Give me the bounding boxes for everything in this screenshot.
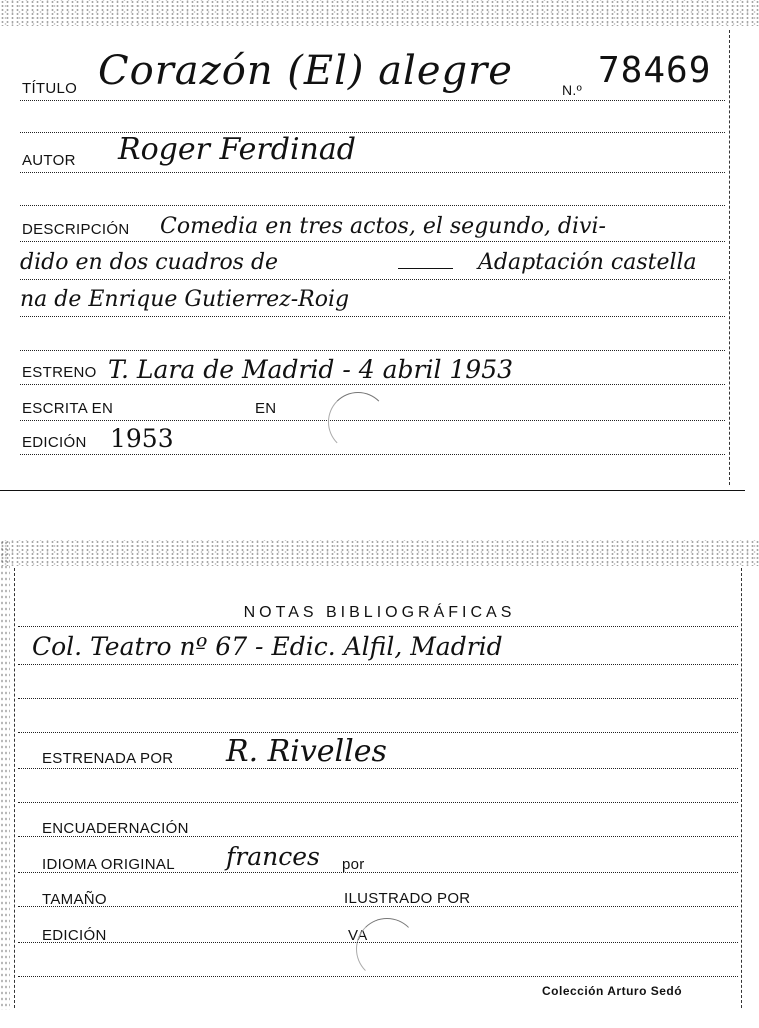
scan-noise-top xyxy=(0,0,759,26)
card-bottom-edge xyxy=(0,490,745,491)
notes-header: NOTAS BIBLIOGRÁFICAS xyxy=(243,604,516,621)
notes-value: Col. Teatro nº 67 - Edic. Alfil, Madrid xyxy=(32,632,503,661)
card-right-edge xyxy=(729,30,730,485)
edition-value: 1953 xyxy=(110,424,174,453)
premiere-value: T. Lara de Madrid - 4 abril 1953 xyxy=(108,355,514,384)
hole-punch-mark xyxy=(328,392,388,452)
description-line-3: na de Enrique Gutierrez-Roig xyxy=(20,287,350,312)
premiere-label: ESTRENO xyxy=(22,364,97,381)
premiered-by-label: ESTRENADA POR xyxy=(42,750,174,767)
illustrated-by-label: ILUSTRADO POR xyxy=(344,890,471,907)
number-label: N.º xyxy=(562,82,583,98)
catalog-card-back xyxy=(0,540,759,1010)
edition-label: EDICIÓN xyxy=(42,927,107,944)
original-language-value: frances xyxy=(226,842,320,871)
hole-punch-mark xyxy=(356,918,418,980)
blank-dash xyxy=(398,268,453,269)
binding-label: ENCUADERNACIÓN xyxy=(42,820,189,837)
written-on-label: EN xyxy=(255,400,277,417)
collection-footer: Colección Arturo Sedó xyxy=(542,984,683,998)
premiered-by-value: R. Rivelles xyxy=(226,734,387,769)
author-label: AUTOR xyxy=(22,152,76,169)
written-in-label: ESCRITA EN xyxy=(22,400,114,417)
original-language-label: IDIOMA ORIGINAL xyxy=(42,856,175,873)
edition-label: EDICIÓN xyxy=(22,434,87,451)
number-value: 78469 xyxy=(598,50,712,91)
author-value: Roger Ferdinad xyxy=(118,132,356,167)
description-line-2b: Adaptación castella xyxy=(478,250,697,275)
translated-by-label: por xyxy=(342,856,365,873)
description-label: DESCRIPCIÓN xyxy=(22,221,130,238)
value-label: VA xyxy=(348,927,368,944)
catalog-card-front xyxy=(0,0,759,492)
description-line-1: Comedia en tres actos, el segundo, divi- xyxy=(160,214,606,239)
title-label: TÍTULO xyxy=(22,80,78,97)
scan-noise-top xyxy=(0,540,759,566)
size-label: TAMAÑO xyxy=(42,891,107,908)
title-value: Corazón (El) alegre xyxy=(98,48,513,94)
description-line-2a: dido en dos cuadros de xyxy=(20,250,279,275)
